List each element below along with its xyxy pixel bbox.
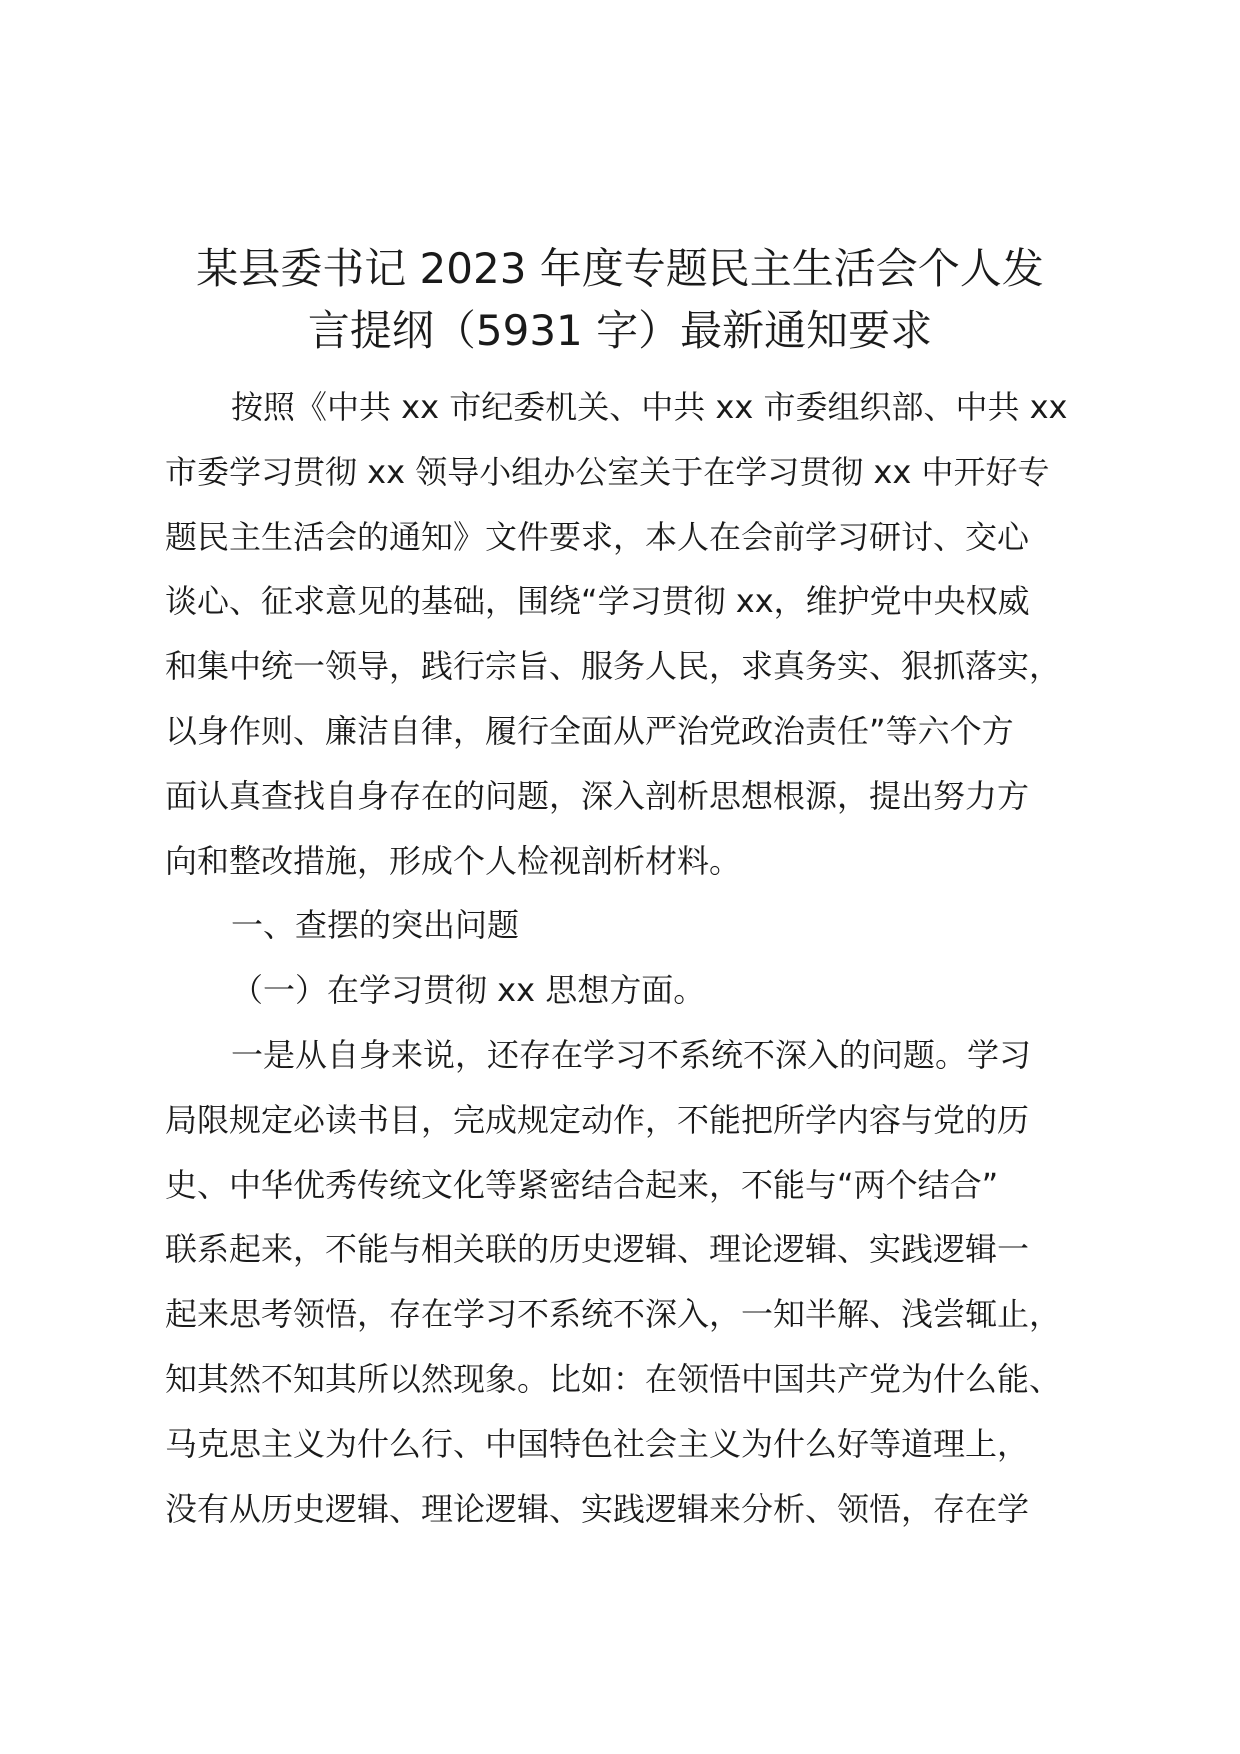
subsection-heading: （一）在学习贯彻 xx 思想方面。: [231, 971, 706, 1010]
body-line: 向和整改措施，形成个人检视剖析材料。: [165, 841, 742, 880]
body-line: 市委学习贯彻 xx 领导小组办公室关于在学习贯彻 xx 中开好专: [165, 452, 1050, 491]
body-line: 史、中华优秀传统文化等紧密结合起来，不能与“两个结合”: [165, 1165, 999, 1204]
body-line: 马克思主义为什么行、中国特色社会主义为什么好等道理上，: [165, 1424, 1030, 1463]
body-line: 题民主生活会的通知》文件要求，本人在会前学习研讨、交心: [165, 517, 1030, 556]
section-heading: 一、查摆的突出问题: [231, 906, 520, 945]
document-body: [165, 375, 1120, 1541]
body-line: 局限规定必读书目，完成规定动作，不能把所学内容与党的历: [165, 1100, 1030, 1139]
body-line: 谈心、征求意见的基础，围绕“学习贯彻 xx，维护党中央权威: [165, 582, 1030, 621]
body-line: 以身作则、廉洁自律，履行全面从严治党政治责任”等六个方: [165, 711, 1014, 750]
title-line: 某县委书记 2023 年度专题民主生活会个人发: [196, 244, 1044, 293]
body-line: 面认真查找自身存在的问题，深入剖析思想根源，提出努力方: [165, 776, 1030, 815]
body-line: 按照《中共 xx 市纪委机关、中共 xx 市委组织部、中共 xx: [231, 388, 1068, 426]
body-line: 起来思考领悟，存在学习不系统不深入，一知半解、浅尝辄止，: [165, 1295, 1062, 1334]
body-line: 一是从自身来说，还存在学习不系统不深入的问题。学习: [231, 1035, 1032, 1074]
document-title: [150, 238, 1090, 362]
body-line: 知其然不知其所以然现象。比如：在领悟中国共产党为什么能、: [165, 1359, 1062, 1398]
body-line: 联系起来，不能与相关联的历史逻辑、理论逻辑、实践逻辑一: [165, 1230, 1030, 1269]
body-line: 和集中统一领导，践行宗旨、服务人民，求真务实、狠抓落实，: [165, 647, 1062, 686]
title-line: 言提纲（5931 字）最新通知要求: [307, 306, 933, 355]
body-line: 没有从历史逻辑、理论逻辑、实践逻辑来分析、领悟，存在学: [165, 1489, 1030, 1528]
